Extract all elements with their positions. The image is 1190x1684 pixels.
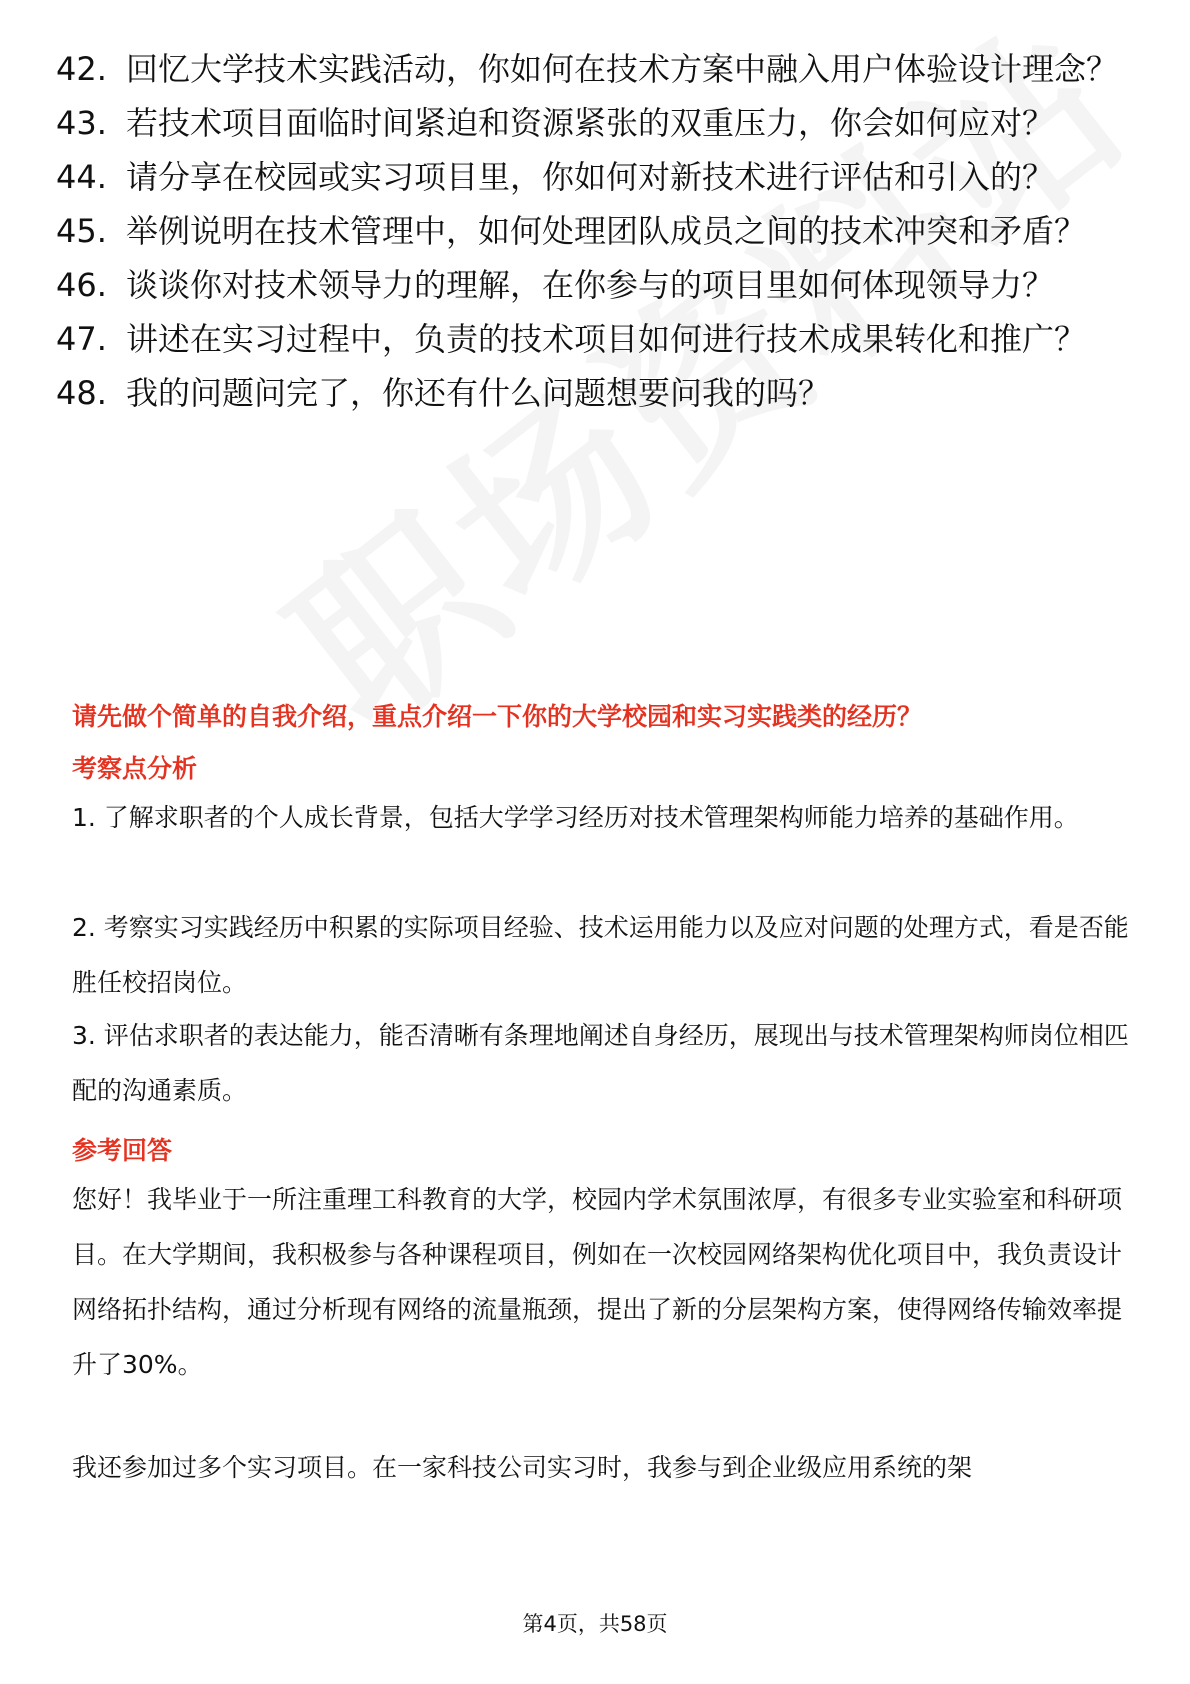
question-item bbox=[56, 318, 1136, 360]
question-number: 48. bbox=[56, 374, 107, 412]
question-number: 42. bbox=[56, 50, 107, 88]
question-number: 45. bbox=[56, 212, 107, 250]
question-text: 举例说明在技术管理中，如何处理团队成员之间的技术冲突和矛盾？ bbox=[126, 212, 1087, 250]
analysis-point: 2. 考察实习实践经历中积累的实际项目经验、技术运用能力以及应对问题的处理方式，看是否能胜任校招岗位。 bbox=[72, 913, 1129, 997]
question-number: 44. bbox=[56, 158, 107, 196]
question-number: 46. bbox=[56, 266, 107, 304]
question-item bbox=[56, 210, 1136, 252]
intro-question-heading: 请先做个简单的自我介绍，重点介绍一下你的大学校园和实习实践类的经历？ bbox=[72, 702, 923, 731]
reference-paragraph: 我还参加过多个实习项目。在一家科技公司实习时，我参与到企业级应用系统的架 bbox=[72, 1453, 973, 1482]
question-text: 请分享在校园或实习项目里，你如何对新技术进行评估和引入的？ bbox=[126, 158, 1055, 196]
question-text: 若技术项目面临时间紧迫和资源紧张的双重压力，你会如何应对？ bbox=[126, 104, 1055, 142]
question-item bbox=[56, 264, 1136, 306]
question-item bbox=[56, 156, 1136, 198]
analysis-heading: 考察点分析 bbox=[72, 754, 198, 783]
question-text: 回忆大学技术实践活动，你如何在技术方案中融入用户体验设计理念？ bbox=[126, 50, 1119, 88]
question-list bbox=[56, 48, 1136, 426]
question-text: 谈谈你对技术领导力的理解，在你参与的项目里如何体现领导力？ bbox=[126, 266, 1055, 304]
question-item bbox=[56, 102, 1136, 144]
question-text: 讲述在实习过程中，负责的技术项目如何进行技术成果转化和推广？ bbox=[126, 320, 1087, 358]
page-footer: 第4页，共58页 bbox=[522, 1612, 668, 1636]
reference-paragraph: 您好！我毕业于一所注重理工科教育的大学，校园内学术氛围浓厚，有很多专业实验室和科研项目。在大学期间，我积极参与各种课程项目，例如在一次校园网络架构优化项目中，我负责设计网络拓扑结构，通过分析现有网络的流量瓶颈，提出了新的分层架构方案，使得网络传输效率提升了30%。 bbox=[72, 1185, 1123, 1379]
question-number: 47. bbox=[56, 320, 107, 358]
question-text: 我的问题问完了，你还有什么问题想要问我的吗？ bbox=[126, 374, 831, 412]
analysis-point: 3. 评估求职者的表达能力，能否清晰有条理地阐述自身经历，展现出与技术管理架构师岗位相匹配的沟通素质。 bbox=[72, 1021, 1129, 1105]
analysis-point: 1. 了解求职者的个人成长背景，包括大学学习经历对技术管理架构师能力培养的基础作用。 bbox=[72, 803, 1079, 832]
question-number: 43. bbox=[56, 104, 107, 142]
question-item bbox=[56, 372, 1136, 414]
question-item bbox=[56, 48, 1136, 90]
reference-heading: 参考回答 bbox=[72, 1136, 173, 1165]
